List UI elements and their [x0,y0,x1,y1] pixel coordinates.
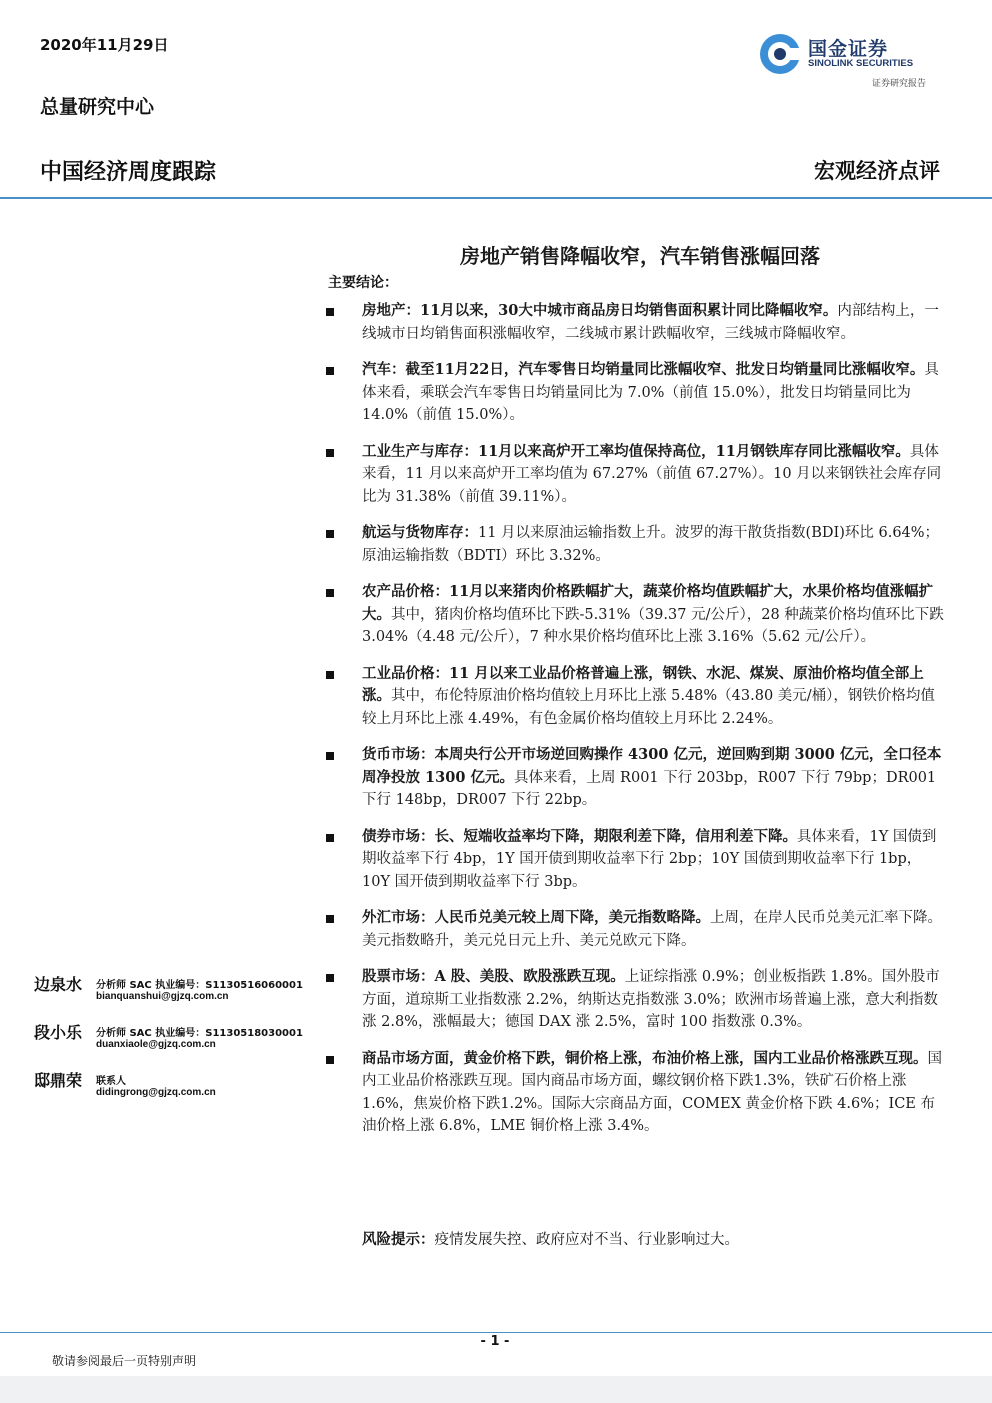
conclusion-item [324,663,944,731]
footer-band [0,1376,992,1403]
header-divider [0,197,992,199]
report-date: 2020年11月29日 [40,36,169,54]
bullet-square-icon [326,367,334,375]
bullet-square-icon [326,589,334,597]
logo-chinese-name: 国金证券 [808,38,889,60]
logo-mark-icon [758,32,802,76]
conclusion-lead: 股票市场：A 股、美股、欧股涨跌互现。 [362,968,625,985]
analyst-name: 段小乐 [34,1023,83,1042]
report-title: 房地产销售降幅收窄，汽车销售涨幅回落 [460,244,820,268]
conclusion-lead: 债券市场：长、短端收益率均下降，期限利差下降，信用利差下降。 [362,827,797,845]
conclusion-text: 其中，猪肉价格均值环比下跌-5.31%（39.37 元/公斤），28 种蔬菜价格均值环比下跌 3.04%（4.48 元/公斤），7 种水果价格均值环比上涨 3.16%（5.62 元/公斤）。 [362,606,944,645]
footer-disclaimer: 敬请参阅最后一页特别声明 [52,1354,197,1368]
conclusion-text: 国内工业品价格涨跌互现。国内商品市场方面，螺纹钢价格下跌1.3%，铁矿石价格上涨1.6%，焦炭价格下跌1.2%。国际大宗商品方面，COMEX 黄金价格下跌 4.6%；ICE 布油价格上涨 6.8%，LME 铜价格上涨 3.4%。 [362,1050,942,1134]
footer-divider [0,1332,992,1333]
conclusion-lead: 工业生产与库存：11月以来高炉开工率均值保持高位，11月钢铁库存同比涨幅收窄。 [362,442,910,460]
conclusion-lead: 汽车：截至11月22日，汽车零售日均销量同比涨幅收窄、批发日均销量同比涨幅收窄。 [362,361,925,378]
analyst-role: 联系人 [96,1076,126,1087]
conclusion-item [324,907,944,952]
analyst-email: duanxiaole@gjzq.com.cn [96,1039,216,1050]
conclusion-lead: 工业品价格：11 月以来工业品价格普遍上涨，钢铁、水泥、煤炭、原油价格均值全部上涨。 [362,664,924,704]
conclusion-list [324,300,944,1152]
report-category: 宏观经济点评 [814,158,940,183]
conclusion-item [324,581,944,649]
bullet-square-icon [326,449,334,457]
page-number: - 1 - [480,1334,510,1349]
risk-label: 风险提示： [362,1231,435,1248]
bullet-square-icon [326,308,334,316]
bullet-square-icon [326,1056,334,1064]
risk-warning [362,1228,739,1249]
bullet-square-icon [326,834,334,842]
conclusion-lead: 货币市场：本周央行公开市场逆回购操作 4300 亿元，逆回购到期 3000 亿元，全口径本周净投放 1300 亿元。 [362,746,942,786]
conclusion-lead: 外汇市场：人民币兑美元较上周下降，美元指数略降。 [362,909,710,926]
bullet-square-icon [326,915,334,923]
analyst-role: 分析师 SAC 执业编号：S1130518030001 [96,1028,303,1039]
conclusion-text: 上周，在岸人民币兑美元汇率下降。美元指数略升，美元兑日元上升、美元兑欧元下降。 [362,910,942,949]
conclusion-text: 内部结构上，一线城市日均销售面积涨幅收窄，二线城市累计跌幅收窄，三线城市降幅收窄。 [362,303,939,342]
conclusion-text: 具体来看，1Y 国债到期收益率下行 4bp，1Y 国开债到期收益率下行 2bp；10Y 国债到期收益率下行 1bp，10Y 国开债到期收益率下行 3bp。 [362,828,937,890]
conclusion-item [324,826,944,894]
analyst-email: didingrong@gjzq.com.cn [96,1087,216,1098]
bullet-square-icon [326,974,334,982]
analyst-list [34,972,314,1116]
conclusion-lead: 农产品价格：11月以来猪肉价格跌幅扩大，蔬菜价格均值跌幅扩大，水果价格均值涨幅扩大。 [362,583,934,623]
conclusion-item [324,300,944,345]
analyst-name: 邸鼎荣 [34,1071,83,1090]
analyst-entry [34,1020,314,1068]
conclusion-item [324,441,944,509]
conclusion-text: 具体来看，11 月以来高炉开工率均值为 67.27%（前值 67.27%）。10 月以来钢铁社会库存同比为 31.38%（前值 39.11%）。 [362,443,942,505]
report-series: 中国经济周度跟踪 [40,160,217,185]
analyst-name: 边泉水 [34,975,83,994]
analyst-entry [34,972,314,1020]
analyst-role: 分析师 SAC 执业编号：S1130516060001 [96,980,303,991]
bullet-square-icon [326,671,334,679]
department-name: 总量研究中心 [40,96,155,118]
analyst-email: bianquanshui@gjzq.com.cn [96,991,229,1002]
conclusion-text: 具体来看，上周 R001 下行 203bp，R007 下行 79bp；DR001 下行 148bp，DR007 下行 22bp。 [362,769,937,808]
conclusion-item [324,359,944,427]
conclusion-item [324,966,944,1034]
analyst-entry [34,1068,314,1116]
conclusion-text: 11 月以来原油运输指数上升。波罗的海干散货指数(BDI)环比 6.64%；原油运输指数（BDTI）环比 3.32%。 [362,525,940,564]
conclusion-lead: 房地产：11月以来，30大中城市商品房日均销售面积累计同比降幅收窄。 [362,302,838,319]
logo-subtitle: 证券研究报告 [872,79,927,89]
risk-text: 疫情发展失控、政府应对不当、行业影响过大。 [434,1232,739,1248]
conclusion-item [324,522,944,567]
conclusion-lead: 航运与货物库存： [362,524,478,541]
conclusion-text: 其中，布伦特原油价格均值较上月环比上涨 5.48%（43.80 美元/桶），钢铁价格均值较上月环比上涨 4.49%，有色金属价格均值较上月环比 2.24%。 [362,688,935,727]
conclusion-item [324,1048,944,1138]
conclusion-text: 上证综指涨 0.9%；创业板指跌 1.8%。国外股市方面，道琼斯工业指数涨 2.2%，纳斯达克指数涨 3.0%；欧洲市场普遍上涨，意大利指数涨 2.8%，涨幅最大；德国 DAX 涨 2.5%，富时 100 指数涨 0.3%。 [362,969,940,1030]
conclusion-item [324,744,944,812]
bullet-square-icon [326,752,334,760]
conclusion-lead: 商品市场方面，黄金价格下跌，铜价格上涨，布油价格上涨，国内工业品价格涨跌互现。 [362,1049,928,1067]
logo-english-name: SINOLINK SECURITIES [808,58,914,69]
conclusion-text: 具体来看，乘联会汽车零售日均销量同比为 7.0%（前值 15.0%），批发日均销量同比为 14.0%（前值 15.0%）。 [362,362,939,423]
summary-label: 主要结论： [328,275,398,291]
bullet-square-icon [326,530,334,538]
company-logo [758,32,948,90]
